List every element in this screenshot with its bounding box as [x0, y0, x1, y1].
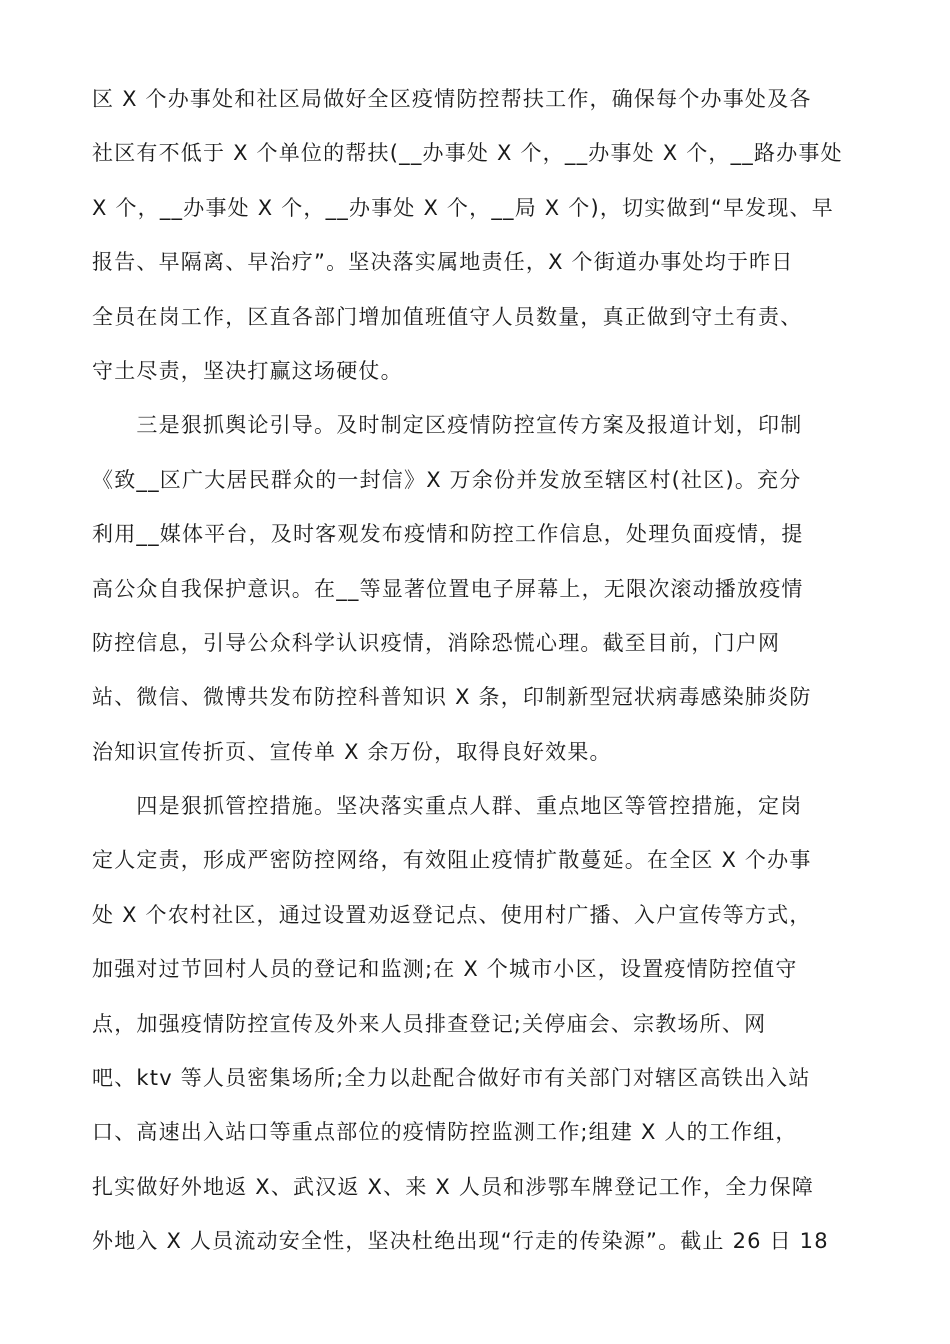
text-line: 扎实做好外地返 X、武汉返 X、来 X 人员和涉鄂车牌登记工作，全力保障 [92, 1174, 815, 1199]
text-line: 利用__媒体平台，及时客观发布疫情和防控工作信息，处理负面疫情，提 [92, 522, 804, 547]
text-line: 守土尽责，坚决打赢这场硬仗。 [92, 358, 403, 383]
text-line: 定人定责，形成严密防控网络，有效阻止疫情扩散蔓延。在全区 X 个办事 [92, 848, 812, 873]
document-body [92, 72, 862, 1269]
text-line: 四是狠抓管控措施。坚决落实重点人群、重点地区等管控措施，定岗 [92, 794, 803, 819]
text-line: 口、高速出入站口等重点部位的疫情防控监测工作;组建 X 人的工作组， [92, 1120, 798, 1145]
text-line: 站、微信、微博共发布防控科普知识 X 条，印制新型冠状病毒感染肺炎防 [92, 685, 812, 710]
text-line: 防控信息，引导公众科学认识疫情，消除恐慌心理。截至目前，门户网 [92, 630, 781, 655]
text-line: 区 X 个办事处和社区局做好全区疫情防控帮扶工作，确保每个办事处及各 [92, 87, 812, 111]
text-line: 高公众自我保护意识。在__等显著位置电子屏幕上，无限次滚动播放疫情 [92, 576, 804, 601]
text-line: 全员在岗工作，区直各部门增加值班值守人员数量，真正做到守土有责、 [92, 304, 803, 329]
text-line: 处 X 个农村社区，通过设置劝返登记点、使用村广播、入户宣传等方式， [92, 902, 812, 927]
text-line: 社区有不低于 X 个单位的帮扶(__办事处 X 个，__办事处 X 个，__路办事处 [92, 141, 843, 166]
text-line: 点，加强疫情防控宣传及外来人员排查登记;关停庙会、宗教场所、网 [92, 1011, 767, 1036]
text-line: 加强对过节回村人员的登记和监测;在 X 个城市小区，设置疫情防控值守 [92, 957, 798, 982]
text-line: X 个，__办事处 X 个，__办事处 X 个，__局 X 个)，切实做到“早发现、早 [92, 195, 834, 220]
text-line: 吧、ktv 等人员密集场所;全力以赴配合做好市有关部门对辖区高铁出入站 [92, 1066, 811, 1091]
text-line: 三是狠抓舆论引导。及时制定区疫情防控宣传方案及报道计划，印制 [92, 413, 803, 438]
text-line: 治知识宣传折页、宣传单 X 余万份，取得良好效果。 [92, 739, 612, 764]
text-line: 报告、早隔离、早治疗”。坚决落实属地责任，X 个街道办事处均于昨日 [92, 250, 794, 275]
text-line: 外地入 X 人员流动安全性，坚决杜绝出现“行走的传染源”。截止 26 日 18 [92, 1229, 829, 1254]
text-line: 《致__区广大居民群众的一封信》X 万余份并发放至辖区村(社区)。充分 [92, 467, 802, 492]
